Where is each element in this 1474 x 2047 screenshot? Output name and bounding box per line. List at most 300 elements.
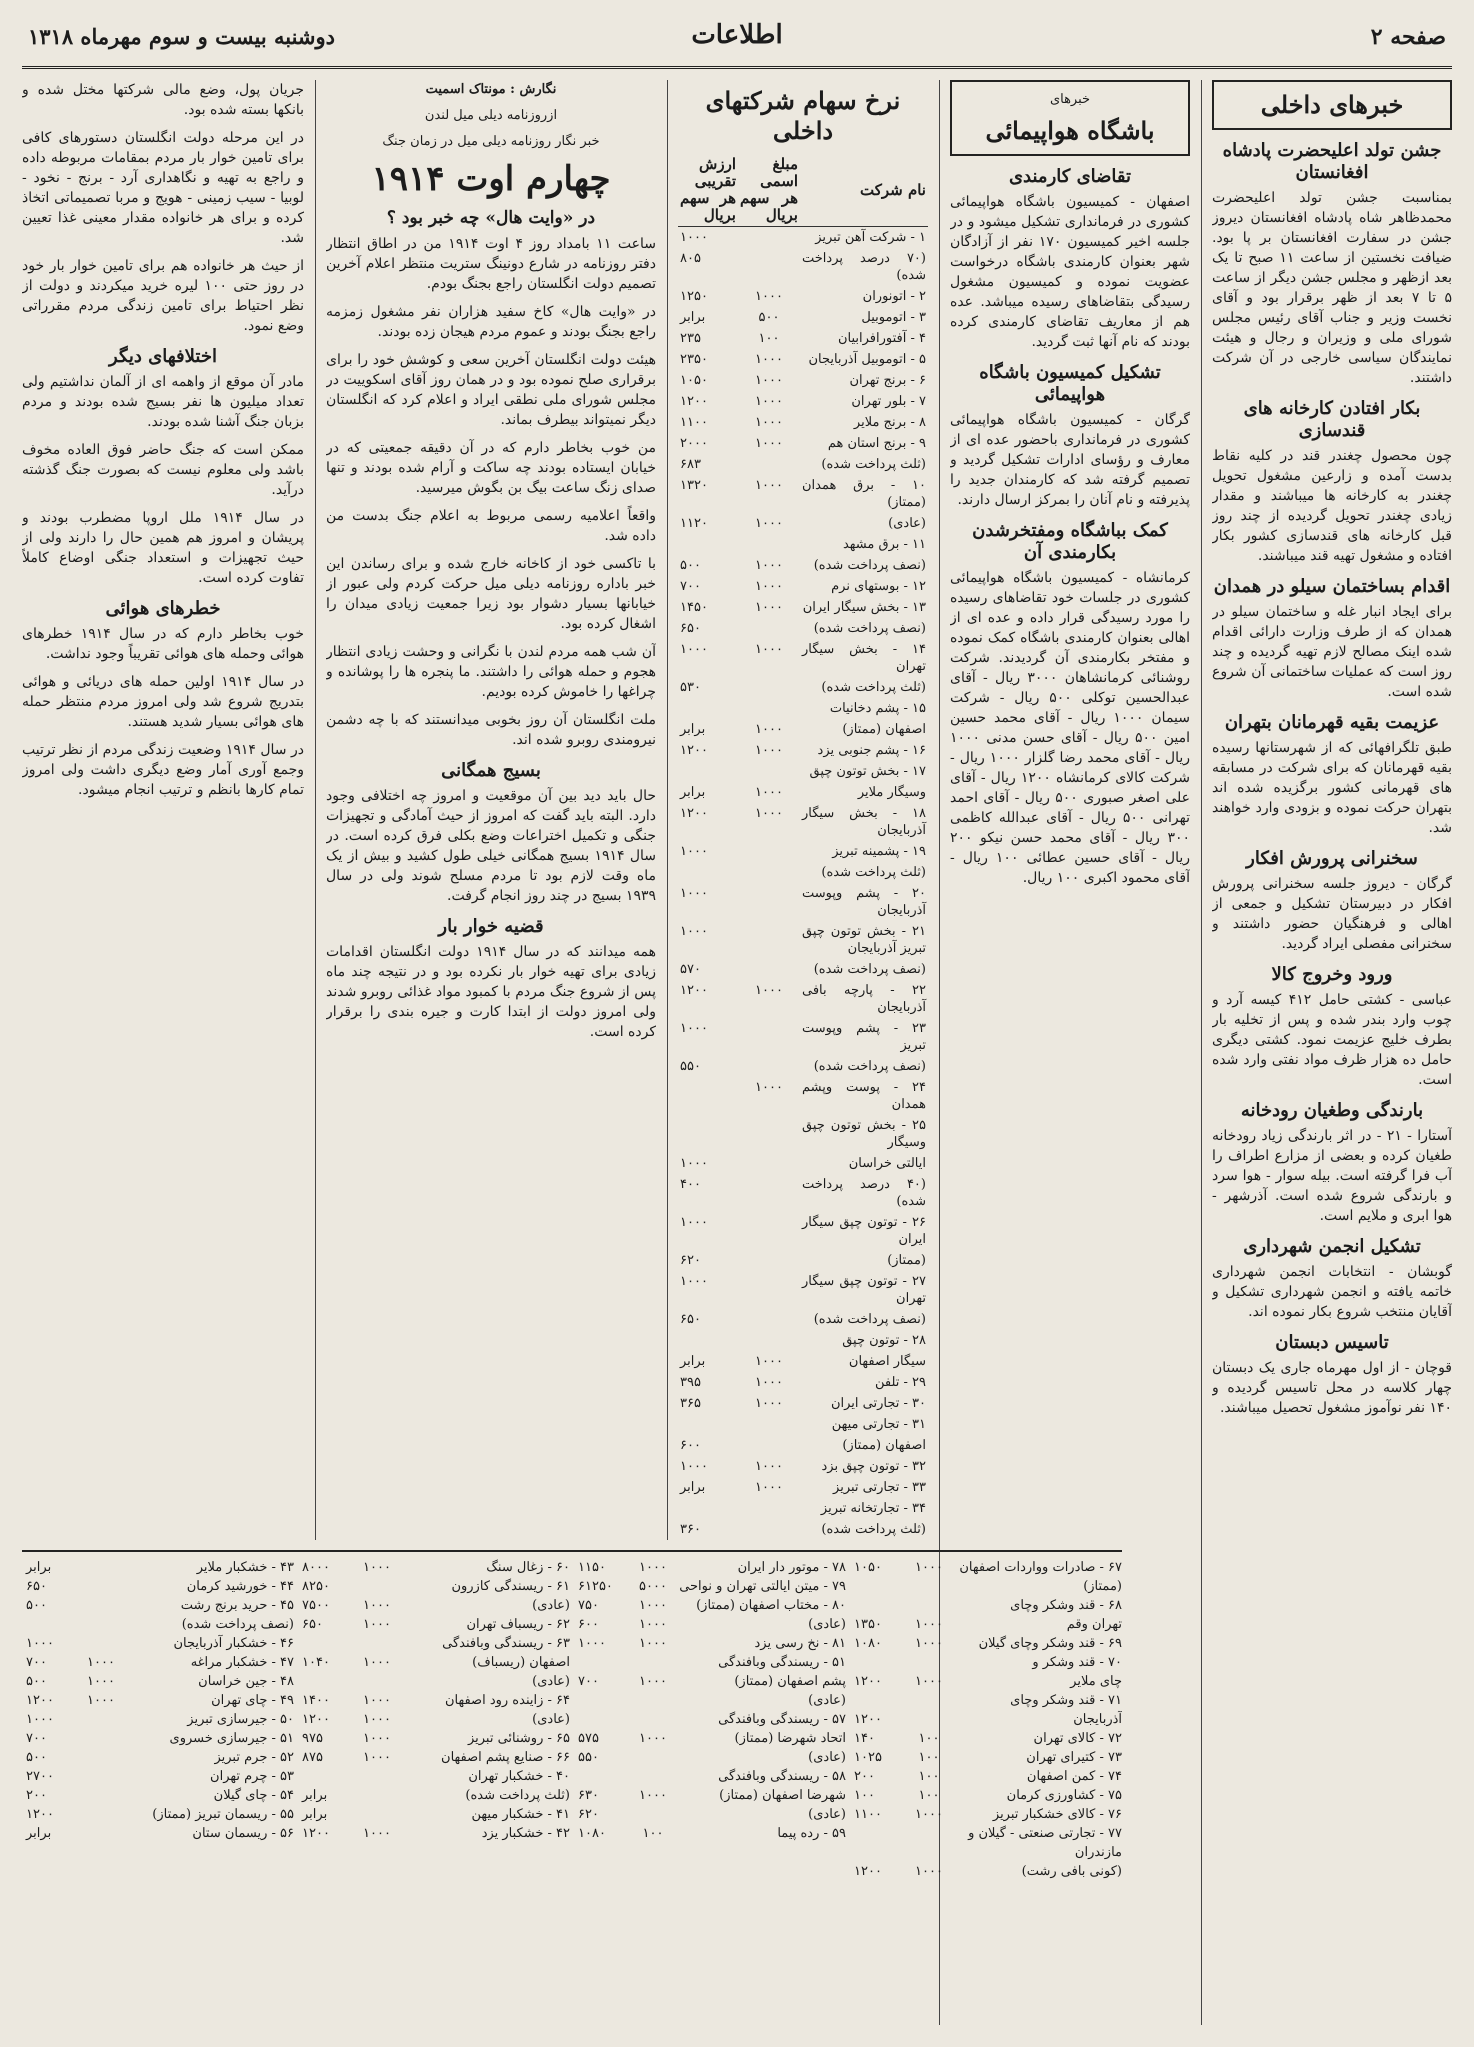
table-row	[302, 1596, 570, 1615]
company-name: (عادی)	[808, 1693, 846, 1708]
aviation-heading: باشگاه هواپیمائی	[985, 116, 1155, 145]
table-row	[578, 1577, 846, 1596]
table-row	[302, 1653, 570, 1672]
stock-table-continuation	[22, 1558, 1122, 2028]
nominal-value	[738, 1212, 800, 1250]
table-row	[678, 1393, 928, 1414]
approx-price: برابر	[680, 1354, 706, 1369]
table-row	[678, 597, 928, 618]
feature-paragraphs	[326, 234, 656, 750]
differences-paragraphs	[22, 372, 304, 588]
table-row	[302, 1672, 570, 1691]
domestic-item-title: بکار افتادن کارخانه های قندسازی	[1243, 398, 1421, 441]
nominal-value	[628, 1691, 678, 1710]
approx-price: برابر	[680, 722, 706, 737]
approx-price: ۲۰۰۰	[680, 436, 708, 451]
approx-price: ۹۷۵	[302, 1731, 323, 1746]
masthead-rule	[22, 66, 1452, 69]
issue-date: دوشنبه بیست و سوم مهرماه ۱۳۱۸	[28, 24, 335, 49]
approx-price: ۱۲۰۰	[302, 1826, 330, 1841]
nominal-value: ۱۰۰۰	[755, 436, 783, 451]
company-name: ۸۰ - مختاب اصفهان (ممتاز)	[696, 1598, 846, 1613]
nominal-value: ۱۰۰۰	[363, 1560, 391, 1575]
table-row	[854, 1672, 1122, 1691]
company-name: ۷۷ - تجارتی صنعتی - گیلان و مازندران	[968, 1826, 1122, 1860]
approx-price	[578, 1767, 628, 1786]
table-row	[678, 1077, 928, 1115]
company-name: (نصف پرداخت شده)	[813, 962, 926, 977]
column-divider	[1201, 80, 1202, 2025]
approx-price	[578, 1653, 628, 1672]
approx-price	[854, 1691, 904, 1710]
nominal-value	[76, 1710, 126, 1729]
table-row	[678, 921, 928, 959]
approx-price: ۴۰۰	[680, 1177, 701, 1192]
company-name: ۲۲ - پارچه بافی آذربایجان	[802, 983, 926, 1015]
aviation-item-text: کرمانشاه - کمیسیون باشگاه هواپیمائی کشوری در جلسات خود تقاضاهای رسیده را مورد رسیدگی قرار داده و عده ای از اهالی بعنوان کارمندی باشگاه کمک نموده و مفتخر بکارمندی آن گردیدند. شرکت روشنائی کرمانشاهان ۳۰۰۰ ریال - آقای عبدالحسین توکلی ۵۰۰ ریال - شرکت سیمان ۱۰۰۰ ریال - آقای محمد حسین امین ۵۰۰ ریال - آقای حسن مدنی ۱۰۰۰ ریال - آقای محمد رضا گلزار ۱۰۰۰ ریال - شرکت کالای کرمانشاه ۱۲۰۰ ریال - آقای علی اصغر صبوری ۵۰۰ ریال - آقای احمد تهرانی ۵۰۰ ریال - آقای عبدالله کاظمی ۳۰۰ ریال - آقای محمد حسن نیکو ۲۰۰ ریال - آقای حسین عطائی ۱۰۰ ریال - آقای محمود اکبری ۱۰۰ ریال.	[950, 570, 1190, 886]
approx-price: ۱۲۰۰	[854, 1712, 882, 1727]
nominal-value	[738, 227, 800, 249]
approx-price	[678, 1498, 738, 1519]
approx-price: ۷۰۰	[680, 579, 701, 594]
approx-price: ۱۰۸۰	[854, 1636, 882, 1651]
nominal-value: ۱۰۰۰	[755, 785, 783, 800]
approx-price: ۱۲۰۰	[680, 983, 708, 998]
company-name: (عادی)	[532, 1712, 570, 1727]
nominal-value	[738, 1271, 800, 1309]
approx-price: ۶۵۰	[302, 1617, 323, 1632]
company-name: ۸۱ - نخ رسی یزد	[754, 1636, 846, 1651]
table-row	[678, 719, 928, 740]
nominal-value: ۱۰۰۰	[639, 1617, 667, 1632]
approx-price	[854, 1653, 904, 1672]
nominal-value: ۱۰۰	[918, 1750, 940, 1765]
nominal-value: ۱۰۰۰	[915, 1674, 943, 1689]
nominal-value: ۱۰۰۰	[755, 1080, 783, 1095]
feature-paragraph: ملت انگلستان آن روز بخوبی میدانستند که با چه دشمن نیرومندی روبرو شده اند.	[326, 712, 656, 748]
company-name: ۱۱ - برق مشهد	[842, 537, 926, 552]
feature-title: چهارم اوت ۱۹۱۴	[371, 159, 611, 199]
nominal-value	[738, 1174, 800, 1212]
table-row	[854, 1615, 1122, 1634]
table-row	[26, 1767, 294, 1786]
approx-price: ۱۲۰۰	[854, 1864, 882, 1879]
approx-price: ۸۰۰۰	[302, 1560, 330, 1575]
approx-price: ۷۰۰	[578, 1674, 599, 1689]
feature-paragraph: من خوب بخاطر دارم که در آن دقیقه جمعیتی که در خیابان ایستاده بودند چه ساکت و آرام شده بودند و تنها صدای زنگ ساعت بیگ بن بگوش میرسید.	[326, 440, 656, 496]
approx-price	[854, 1596, 904, 1615]
approx-price: ۱۰۰۰	[680, 1215, 708, 1230]
approx-price: ۳۶۵	[680, 1396, 701, 1411]
continuation-paragraphs	[22, 80, 304, 336]
table-row	[578, 1729, 846, 1748]
air-danger-paragraphs	[22, 624, 304, 800]
nominal-value: ۱۰۰۰	[363, 1655, 391, 1670]
bottom-table-column	[302, 1558, 570, 2028]
nominal-value: ۱۰۰۰	[915, 1560, 943, 1575]
approx-price: ۵۰۰	[26, 1598, 47, 1613]
approx-price	[678, 1330, 738, 1351]
domestic-news-column	[1212, 80, 1452, 2025]
nominal-value	[76, 1558, 126, 1577]
domestic-items	[1212, 140, 1452, 1418]
table-row	[26, 1748, 294, 1767]
table-row	[854, 1748, 1122, 1767]
approx-price: ۶۵۰	[26, 1579, 47, 1594]
col-header-price: ارزش تقریبی هر سهم بریال	[678, 154, 738, 227]
approx-price: برابر	[680, 310, 706, 325]
table-row	[678, 1153, 928, 1174]
approx-price	[578, 1691, 628, 1710]
company-name: ۷۶ - کالای خشکبار تبریز	[992, 1807, 1122, 1822]
approx-price: ۲۰۰	[854, 1769, 875, 1784]
nominal-value	[738, 1435, 800, 1456]
nominal-value: ۱۰۰۰	[363, 1731, 391, 1746]
table-row	[854, 1862, 1122, 1881]
nominal-value	[628, 1653, 678, 1672]
table-row	[678, 454, 928, 475]
approx-price: ۱۲۰۰	[680, 394, 708, 409]
company-name: (نصف پرداخت شده)	[813, 558, 926, 573]
company-name: اصفهان (ممتاز)	[842, 1438, 926, 1453]
approx-price: ۶۳۰	[578, 1788, 599, 1803]
approx-price: ۱۲۰۰	[26, 1807, 54, 1822]
aviation-item-text: اصفهان - کمیسیون باشگاه هواپیمائی کشوری در فرمانداری تشکیل میشود و در جلسه اخیر کمیسیون ۱۷۰ نفر از آزادگان شهر بعنوان کارمندی باشگاه درخواست عضویت نموده و کمیسیون مشغول رسیدگی بتقاضاهای رسیده میباشد. عده هم از معاریف تقاضای کارمندی کرده بودند که نام آنها ثبت گردید.	[950, 194, 1190, 350]
table-row	[678, 513, 928, 534]
table-row	[678, 307, 928, 328]
approx-price: ۱۴۰۰	[302, 1693, 330, 1708]
approx-price: برابر	[26, 1826, 52, 1841]
section-heading-air-danger: خطرهای هوائی	[105, 598, 221, 619]
table-row	[854, 1824, 1122, 1862]
approx-price: ۱۰۰۰	[680, 1274, 708, 1289]
approx-price	[678, 1115, 738, 1153]
domestic-item-text: گرگان - دیروز جلسه سخنرانی پرورش افکار در دبیرستان تشکیل و جمعی از اهالی و فرهنگیان حضور داشتند و سخنرانی مفصلی ایراد گردید.	[1212, 876, 1452, 952]
nominal-value: ۱۰۰۰	[915, 1864, 943, 1879]
company-name: ۲۴ - پوست وپشم همدان	[802, 1080, 926, 1112]
article-paragraph: جریان پول، وضع مالی شرکتها مختل شده و بانکها بسته شده بود.	[22, 82, 304, 118]
table-row	[302, 1710, 570, 1729]
approx-price: ۶۰۰	[680, 1438, 701, 1453]
table-row	[26, 1653, 294, 1672]
approx-price: ۶۲۰	[680, 1253, 701, 1268]
table-row	[678, 1174, 928, 1212]
domestic-item-text: چون محصول چغندر قند در کلیه نقاط بدست آمده و زارعین مشغول تحویل چغندر به کارخانه ها میباشند و مقدار زیادی چغندر تحویل گردیده از چند روز قبل کارخانه های قندسازی کشور بکار افتاده و مشغول تهیه قند میباشند.	[1212, 448, 1452, 564]
table-row	[302, 1634, 570, 1653]
company-name: ۵۲ - جرم تبریز	[214, 1750, 294, 1765]
table-row	[678, 1271, 928, 1309]
company-name: ۵۱ - ریسندگی وبافندگی	[718, 1655, 846, 1670]
company-name: ۵۹ - رده پیما	[777, 1826, 846, 1841]
company-name: ۹ - برنج استان هم	[827, 436, 926, 451]
company-name: ۳۲ - توتون چپق بزد	[821, 1459, 926, 1474]
nominal-value	[738, 841, 800, 862]
aviation-item-text: گرگان - کمیسیون باشگاه هواپیمائی کشوری در فرمانداری باحضور عده ای از معارف و رؤسای ادارات تشکیل گردید و تصمیم گرفته شد که کارمندان جدید را پذیرفته و نام آنان را بمرکز ارسال دارند.	[950, 412, 1190, 508]
table-row	[678, 761, 928, 782]
company-name: ۶۵ - روشنائی تبریز	[467, 1731, 570, 1746]
feature-paragraph: با تاکسی خود از کاخانه خارج شده و برای رساندن این خبر باداره روزنامه دیلی میل حرکت کردم ولی عبور از خیابانها بسیار دشوار بود زیرا جمعیت زیادی میدان را اشغال کرده بود.	[326, 556, 656, 632]
company-name: پشم اصفهان (ممتاز)	[734, 1674, 846, 1689]
table-row	[578, 1824, 846, 1843]
approx-price: ۱۱۵۰	[578, 1560, 606, 1575]
approx-price: ۱۰۰	[854, 1788, 875, 1803]
nominal-value: ۱۰۰۰	[755, 478, 783, 493]
approx-price: ۳۶۰	[680, 1522, 701, 1537]
table-row	[678, 1115, 928, 1153]
company-name: ۶۱ - ریسندگی کازرون	[451, 1579, 570, 1594]
feature-article	[326, 80, 656, 1540]
nominal-value: ۱۰۰۰	[915, 1807, 943, 1822]
aviation-item-title: تقاضای کارمندی	[1008, 166, 1132, 187]
company-name: ۷۸ - موتور دار ایران	[737, 1560, 846, 1575]
feature-paragraph: ساعت ۱۱ بامداد روز ۴ اوت ۱۹۱۴ من در اطاق انتظار دفتر روزنامه در شارع دونینگ ستریت منتظر اعلام آخرین تصمیم دولت انگلستان راجع بجنگ بودم.	[326, 236, 656, 292]
approx-price: ۶۵۰	[680, 1312, 701, 1327]
company-name: ۸ - برنج ملایر	[853, 415, 926, 430]
table-row	[854, 1691, 1122, 1710]
domestic-item-text: بمناسبت جشن تولد اعلیحضرت محمدظاهر شاه پادشاه افغانستان دیروز جشن در سفارت افغانستان بر پا بود. ضیافت نخستین از ساعت ۱۱ صبح تا یک بعد ازظهر و مجلس جشن دیگر از ساعت ۵ تا ۷ بعد از ظهر برقرار بود و آقای نخست وزیر و جناب آقای رئیس مجلس شورای ملی و وزیران و رجال و هیئت نمایندگان سیاسی خارجی در آن شرکت داشتند.	[1212, 190, 1452, 386]
nominal-value	[628, 1805, 678, 1824]
table-row	[678, 1372, 928, 1393]
company-name: ۷۹ - میتن ایالتی تهران و نواحی	[679, 1579, 846, 1594]
table-row	[26, 1691, 294, 1710]
table-row	[26, 1805, 294, 1824]
table-row	[678, 677, 928, 698]
company-name: ۲۶ - توتون چپق سیگار ایران	[802, 1215, 926, 1247]
feature-paragraph: هیئت دولت انگلستان آخرین سعی و کوشش خود را برای برقراری صلح نموده بود و در همان روز آقای اسکوییت در مجلس شورای ملی نطقی ایراد و اعلام کرد که انگلستان دیگر نمیتواند بیطرف بماند.	[326, 352, 656, 428]
page-number: صفحه ۲	[1370, 24, 1446, 50]
approx-price: ۱۴۵۰	[680, 600, 708, 615]
nominal-value	[738, 618, 800, 639]
company-name: ۲۰ - پشم وپوست آذربایجان	[802, 886, 926, 918]
nominal-value	[738, 921, 800, 959]
nominal-value	[738, 1153, 800, 1174]
table-row	[26, 1672, 294, 1691]
company-name: ۵۸ - ریسندگی وبافندگی	[718, 1769, 846, 1784]
nominal-value	[76, 1805, 126, 1824]
nominal-value	[352, 1767, 402, 1786]
approx-price: ۱۰۰۰	[680, 886, 708, 901]
nominal-value: ۱۰۰	[758, 331, 780, 346]
aviation-items	[950, 166, 1190, 888]
column-divider	[315, 80, 316, 1540]
company-name: تهران وقم	[1066, 1617, 1122, 1632]
table-row	[678, 1212, 928, 1250]
nominal-value: ۱۰۰۰	[755, 983, 783, 998]
domestic-item-text: گوبشان - انتخابات انجمن شهرداری خاتمه یافته و انجمن شهرداری تشکیل و آقایان منتخب شروع بکار نموده اند.	[1212, 1264, 1452, 1320]
nominal-value	[738, 1056, 800, 1077]
approx-price: ۷۰۰	[26, 1655, 47, 1670]
approx-price: ۲۳۵۰	[680, 352, 708, 367]
company-name: ۷ - بلور تهران	[851, 394, 926, 409]
nominal-value: ۱۰۰۰	[639, 1731, 667, 1746]
company-name: ۲۸ - توتون چپق	[842, 1333, 926, 1348]
table-row	[678, 286, 928, 307]
table-row	[678, 1018, 928, 1056]
nominal-value	[904, 1710, 954, 1729]
approx-price: ۱۴۰	[854, 1731, 875, 1746]
article-paragraph: مادر آن موقع از واهمه ای از آلمان نداشتیم ولی تعداد میلیون ها نفر بسیج شده بودند و مردم بزبان جنگ آشنا شده بودند.	[22, 374, 304, 430]
article-paragraph: از حیث هر خانواده هم برای تامین خوار بار خود در روز حتی ۱۰۰ لیره خرید میکردند و دولت از نظر احتیاط برای تامین زندگی مردم مقرراتی وضع نمود.	[22, 258, 304, 334]
approx-price	[678, 862, 738, 883]
company-name: (۴۰ درصد پرداخت شده)	[802, 1177, 926, 1209]
company-name: ۶۷ - صادرات وواردات اصفهان (ممتاز)	[959, 1560, 1122, 1594]
nominal-value: ۱۰۰۰	[755, 722, 783, 737]
nominal-value: ۱۰۰۰	[755, 1375, 783, 1390]
approx-price: ۱۲۰۰	[680, 743, 708, 758]
table-row	[854, 1558, 1122, 1596]
paper-name: اطلاعات	[691, 20, 783, 50]
company-name: (نصف پرداخت شده)	[813, 1312, 926, 1327]
company-name: (ثلث پرداخت شده)	[821, 865, 926, 880]
nominal-value: ۵۰۰	[758, 310, 780, 325]
company-name: (ممتاز)	[887, 1253, 926, 1268]
approx-price	[678, 698, 738, 719]
section-heading-differences: اختلافهای دیگر	[109, 346, 217, 367]
table-row	[854, 1653, 1122, 1672]
company-name: (۷۰ درصد پرداخت شده)	[802, 251, 926, 283]
company-name: اتحاد شهرضا (ممتاز)	[734, 1731, 846, 1746]
table-row	[26, 1558, 294, 1577]
company-name: (عادی)	[808, 1750, 846, 1765]
nominal-value: ۱۰۰۰	[755, 516, 783, 531]
article-paragraph: در سال ۱۹۱۴ اولین حمله های دریائی و هوائی بتدریج شروع شد ولی امروز مردم منتظر حمله های هوائی بسیار شدید هستند.	[22, 674, 304, 730]
approx-price: ۱۱۰۰	[854, 1807, 882, 1822]
approx-price: ۱۲۵۰	[680, 289, 708, 304]
nominal-value: ۱۰۰۰	[639, 1674, 667, 1689]
company-name: ۲۵ - بخش توتون چپق وسیگار	[802, 1118, 926, 1150]
company-name: ۶۰ - زغال سنگ	[486, 1560, 570, 1575]
feature-subtitle: در «وایت هال» چه خبر بود ؟	[386, 208, 596, 228]
approx-price: ۲۳۵	[680, 331, 701, 346]
company-name: ۵۶ - ریسمان ستان	[192, 1826, 294, 1841]
approx-price: برابر	[302, 1807, 328, 1822]
table-row	[678, 1498, 928, 1519]
table-row	[26, 1710, 294, 1729]
approx-price: برابر	[302, 1788, 328, 1803]
table-row	[678, 555, 928, 576]
table-row	[26, 1615, 294, 1634]
approx-price: ۵۳۰	[680, 680, 701, 695]
nominal-value: ۱۰۰۰	[363, 1693, 391, 1708]
approx-price	[678, 1077, 738, 1115]
nominal-value: ۱۰۰۰	[755, 1396, 783, 1411]
nominal-value	[738, 1330, 800, 1351]
nominal-value	[76, 1767, 126, 1786]
section-heading-food: قضیه خوار بار	[438, 916, 544, 937]
company-name: (ثلث پرداخت شده)	[821, 1522, 926, 1537]
table-row	[302, 1558, 570, 1577]
nominal-value	[738, 698, 800, 719]
approx-price: ۱۲۰۰	[854, 1674, 882, 1689]
company-name: ۷۵ - کشاورزی کرمان	[1006, 1788, 1122, 1803]
company-name: ۱۳ - بخش سیگار ایران	[802, 600, 926, 615]
stock-rows	[678, 227, 928, 1541]
domestic-item-title: تشکیل انجمن شهرداری	[1243, 1236, 1421, 1257]
nominal-value	[628, 1710, 678, 1729]
nominal-value: ۱۰۰۰	[755, 600, 783, 615]
section-heading-mobilization: بسیج همگانی	[441, 760, 541, 781]
nominal-value	[738, 534, 800, 555]
masthead	[22, 18, 1452, 64]
table-row	[26, 1786, 294, 1805]
feature-byline: نگارش : مونتاک اسمیت	[425, 82, 557, 97]
table-row	[678, 1250, 928, 1271]
table-row	[678, 639, 928, 677]
nominal-value: ۱۰۰۰	[915, 1617, 943, 1632]
nominal-value: ۱۰۰۰	[755, 558, 783, 573]
article-paragraph: در این مرحله دولت انگلستان دستورهای کافی برای تامین خوار بار مردم بمقامات مربوطه داده و راجع به تهیه و نگاهداری آرد - برنج - نخود - لوبیا - سیب زمینی - هویج و مربا تصمیماتی اتخاذ کرده و برای هر خانواده مقدار معینی غذا تعیین شد.	[22, 130, 304, 246]
approx-price: ۵۵۰	[578, 1750, 599, 1765]
bottom-table-column	[578, 1558, 846, 2028]
nominal-value: ۱۰۰۰	[639, 1598, 667, 1613]
approx-price: برابر	[680, 785, 706, 800]
approx-price: ۳۹۵	[680, 1375, 701, 1390]
nominal-value: ۱۰۰۰	[639, 1560, 667, 1575]
approx-price: ۲۰۰	[26, 1788, 47, 1803]
table-row	[578, 1558, 846, 1577]
table-row	[302, 1729, 570, 1748]
nominal-value: ۱۰۰۰	[363, 1750, 391, 1765]
approx-price: ۱۲۰۰	[26, 1693, 54, 1708]
company-name: اصفهان (ریسباف)	[472, 1655, 570, 1670]
table-row	[678, 1330, 928, 1351]
nominal-value: ۱۰۰۰	[755, 1480, 783, 1495]
domestic-item-title: اقدام بساختمان سیلو در همدان	[1213, 576, 1451, 597]
approx-price: ۱۰۰۰	[680, 1459, 708, 1474]
approx-price: ۷۰۰	[26, 1731, 47, 1746]
table-row	[678, 248, 928, 286]
approx-price: ۱۰۰۰	[680, 642, 708, 657]
nominal-value	[76, 1596, 126, 1615]
approx-price: ۱۰۸۰	[578, 1826, 606, 1841]
nominal-value	[738, 1519, 800, 1540]
col-header-name: نام شرکت	[800, 154, 928, 227]
nominal-value	[76, 1729, 126, 1748]
table-row	[854, 1596, 1122, 1615]
company-name: ۱۲ - بوستهای نرم	[831, 579, 926, 594]
company-name: ۳۰ - تجارتی ایران	[830, 1396, 926, 1411]
aviation-heading-small: خبرهای	[1049, 92, 1091, 107]
approx-price	[302, 1672, 352, 1691]
approx-price	[302, 1634, 352, 1653]
approx-price: ۱۳۲۰	[680, 478, 708, 493]
company-name: ۴۰ - خشکبار تهران	[468, 1769, 570, 1784]
company-name: ۷۴ - کمن اصفهان	[1026, 1769, 1122, 1784]
company-name: (ثلث پرداخت شده)	[821, 457, 926, 472]
company-name: (نصف پرداخت شده)	[813, 1059, 926, 1074]
table-row	[854, 1805, 1122, 1824]
approx-price: ۱۰۰۰	[680, 844, 708, 859]
table-row	[678, 959, 928, 980]
nominal-value: ۱۰۰۰	[755, 373, 783, 388]
table-row	[578, 1672, 846, 1691]
company-name: ۷۳ - کتیرای تهران	[1026, 1750, 1122, 1765]
nominal-value	[738, 1250, 800, 1271]
company-name: شهرضا اصفهان (ممتاز)	[719, 1788, 846, 1803]
nominal-value	[76, 1634, 126, 1653]
approx-price	[26, 1615, 76, 1634]
approx-price: برابر	[680, 1480, 706, 1495]
company-name: ۶۴ - زاینده رود اصفهان	[444, 1693, 570, 1708]
approx-price	[678, 1414, 738, 1435]
approx-price: ۵۰۰	[26, 1750, 47, 1765]
nominal-value	[352, 1672, 402, 1691]
company-name: ۱ - شرکت آهن تبریز	[815, 230, 926, 245]
company-name: (نصف پرداخت شده)	[813, 621, 926, 636]
approx-price	[302, 1767, 352, 1786]
article-paragraph: ممکن است که جنگ حاضر فوق العاده مخوف باشد ولی معلوم نیست که بصورت جنگ گذشته درآید.	[22, 442, 304, 498]
table-row	[302, 1691, 570, 1710]
